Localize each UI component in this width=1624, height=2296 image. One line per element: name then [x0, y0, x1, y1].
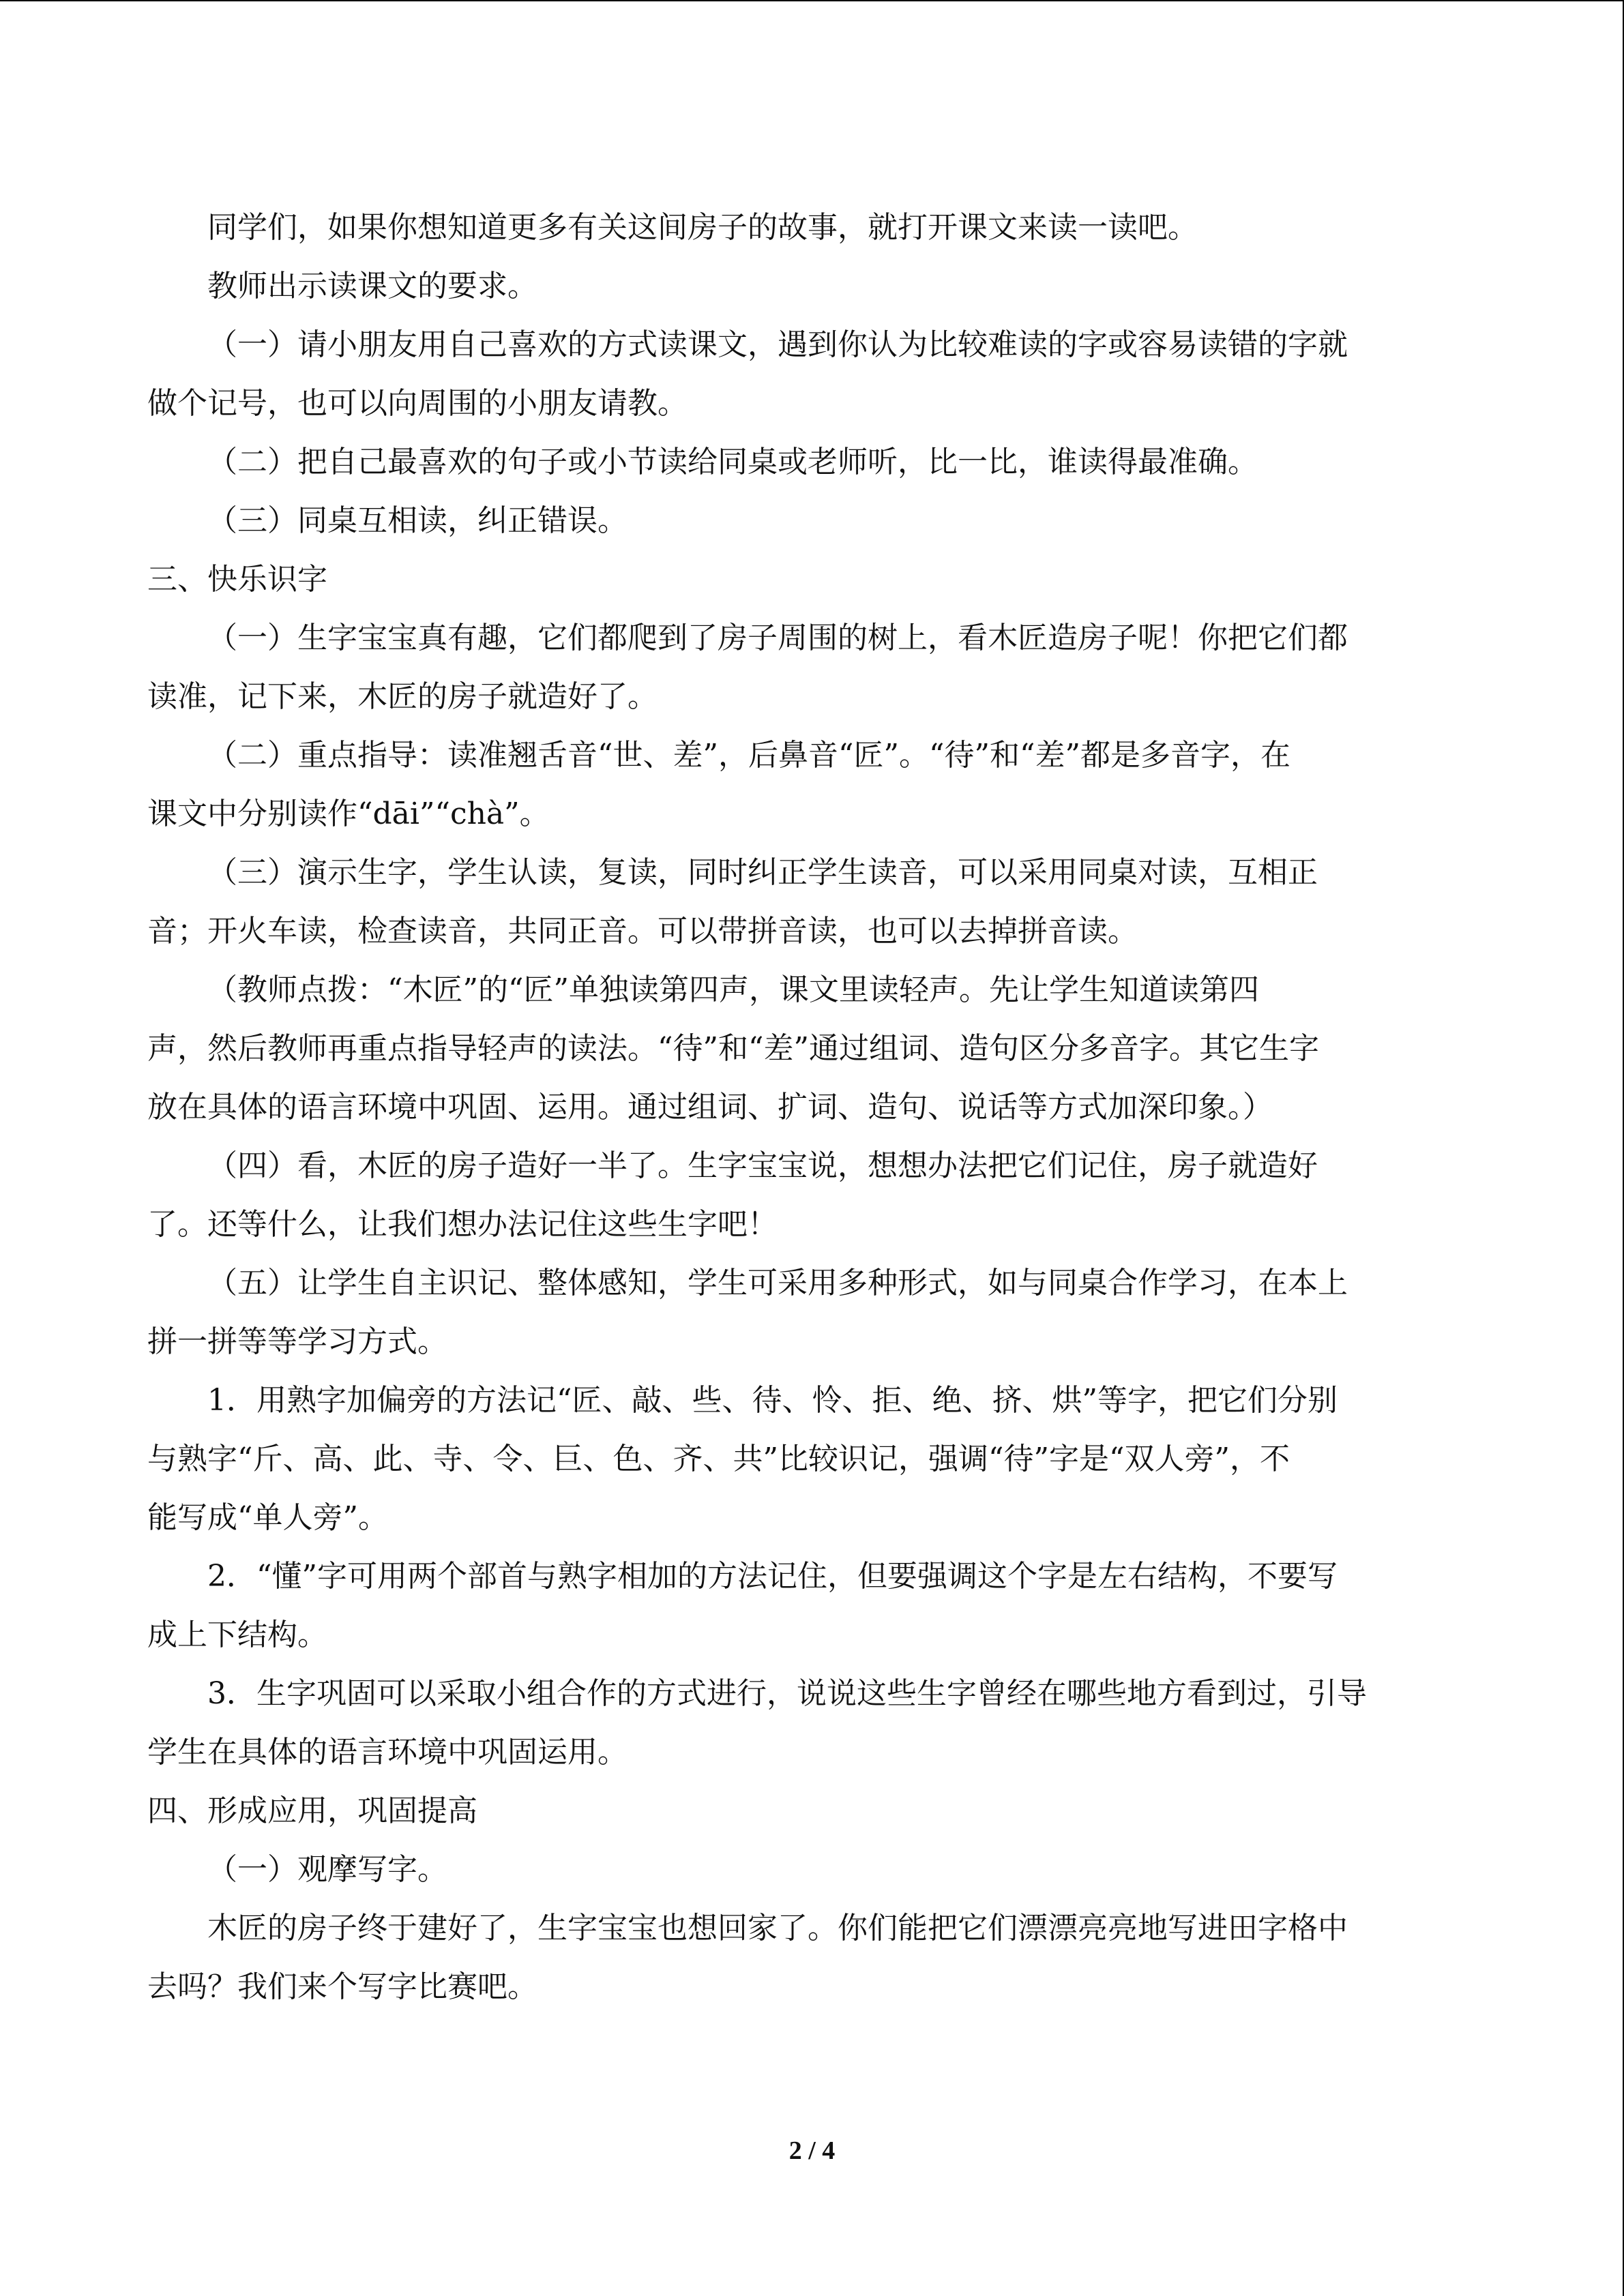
paragraph-line: 课文中分别读作“dāi”“chà”。	[147, 796, 550, 831]
paragraph-line: 2．“懂”字可用两个部首与熟字相加的方法记住，但要强调这个字是左右结构，不要写	[207, 1559, 1338, 1594]
paragraph-line: 成上下结构。	[147, 1617, 327, 1652]
paragraph-line: （一）请小朋友用自己喜欢的方式读课文，遇到你认为比较难读的字或容易读错的字就	[207, 327, 1348, 362]
top-border	[0, 0, 1624, 1]
paragraph-line: 能写成“单人旁”。	[147, 1500, 388, 1535]
paragraph-line: （教师点拨：“木匠”的“匠”单独读第四声，课文里读轻声。先让学生知道读第四	[207, 972, 1259, 1007]
paragraph-line: 了。还等什么，让我们想办法记住这些生字吧！	[147, 1207, 778, 1242]
paragraph-line: （二）把自己最喜欢的句子或小节读给同桌或老师听，比一比，谁读得最准确。	[207, 445, 1258, 479]
paragraph-line: 学生在具体的语言环境中巩固运用。	[147, 1735, 628, 1770]
paragraph-line: 放在具体的语言环境中巩固、运用。通过组词、扩词、造句、说话等方式加深印象。）	[147, 1090, 1273, 1124]
paragraph-line: （五）让学生自主识记、整体感知，学生可采用多种形式，如与同桌合作学习，在本上	[207, 1266, 1348, 1300]
paragraph-line: （一）观摩写字。	[207, 1852, 447, 1887]
section-heading: 三、快乐识字	[147, 562, 327, 597]
paragraph-line: 读准，记下来，木匠的房子就造好了。	[147, 679, 658, 714]
paragraph-line: 音；开火车读，检查读音，共同正音。可以带拼音读，也可以去掉拼音读。	[147, 914, 1138, 949]
paragraph-line: 去吗？我们来个写字比赛吧。	[147, 1969, 537, 2004]
paragraph-line: 声，然后教师再重点指导轻声的读法。“待”和“差”通过组词、造句区分多音字。其它生字	[147, 1031, 1319, 1066]
section-heading: 四、形成应用，巩固提高	[147, 1793, 477, 1828]
paragraph-line: 拼一拼等等学习方式。	[147, 1324, 447, 1359]
paragraph-line: 做个记号，也可以向周围的小朋友请教。	[147, 386, 688, 421]
paragraph-line: （一）生字宝宝真有趣，它们都爬到了房子周围的树上，看木匠造房子呢！你把它们都	[207, 621, 1348, 655]
paragraph-line: （四）看，木匠的房子造好一半了。生字宝宝说，想想办法把它们记住，房子就造好	[207, 1148, 1318, 1183]
paragraph-line: （三）同桌互相读，纠正错误。	[207, 503, 628, 538]
page-number: 2 / 4	[788, 2136, 836, 2165]
paragraph-line: （三）演示生字，学生认读，复读，同时纠正学生读音，可以采用同桌对读，互相正	[207, 855, 1318, 890]
paragraph-line: 教师出示读课文的要求。	[207, 269, 537, 303]
paragraph-line: 3．生字巩固可以采取小组合作的方式进行，说说这些生字曾经在哪些地方看到过，引导	[207, 1676, 1367, 1711]
paragraph-line: 1．用熟字加偏旁的方法记“匠、敲、些、待、怜、拒、绝、挤、烘”等字，把它们分别	[207, 1383, 1338, 1418]
paragraph-line: （二）重点指导：读准翘舌音“世、差”，后鼻音“匠”。“待”和“差”都是多音字，在	[207, 738, 1290, 773]
paragraph-line: 木匠的房子终于建好了，生字宝宝也想回家了。你们能把它们漂漂亮亮地写进田字格中	[207, 1911, 1348, 1945]
paragraph-line: 与熟字“斤、高、此、寺、令、巨、色、齐、共”比较识记，强调“待”字是“双人旁”，不	[147, 1442, 1290, 1476]
paragraph-line: 同学们，如果你想知道更多有关这间房子的故事，就打开课文来读一读吧。	[207, 210, 1198, 245]
